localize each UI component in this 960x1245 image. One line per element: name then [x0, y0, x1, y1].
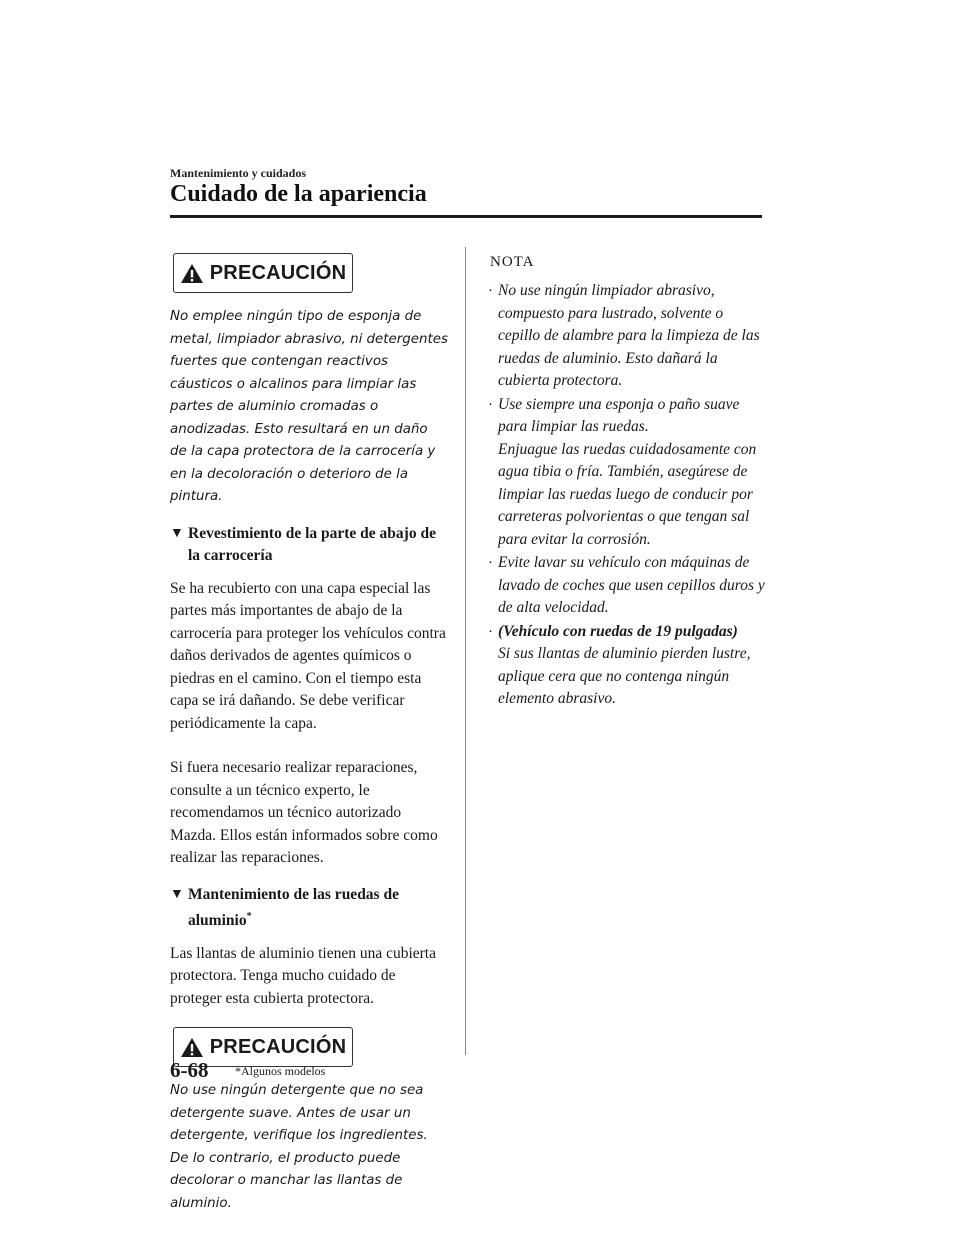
list-item-text: Use siempre una esponja o paño suave para limpiar las ruedas. — [498, 395, 740, 435]
caution-text: No use ningún detergente que no sea detergente suave. Antes de usar un detergente, verifique los ingredientes. De lo contrario, el producto puede decolorar o manchar las llantas de aluminio. — [170, 1083, 428, 1211]
section-heading-text: Revestimiento de la parte de abajo de la carrocería — [188, 524, 436, 564]
column-divider — [465, 247, 466, 1055]
warning-icon — [180, 263, 204, 284]
warning-icon — [180, 1037, 204, 1058]
asterisk-mark: * — [246, 911, 252, 922]
paragraph: Se ha recubierto con una capa especial las partes más importantes de abajo de la carrocería para proteger los vehículos contra daños derivados de agentes químicos o piedras en el camino. Con el tiempo esta capa se irá dañando. Se debe verificar periódicamente la capa. — [170, 579, 446, 732]
list-item-text: No use ningún limpiador abrasivo, compuesto para lustrado, solvente o cepillo de alambre para la limpieza de las ruedas de aluminio. Esto dañará la cubierta protectora. — [498, 282, 760, 389]
list-item — [478, 621, 768, 711]
paragraph: Si fuera necesario realizar reparaciones, consulte a un técnico experto, le recomendamos un técnico autorizado Mazda. Ellos están informados sobre como realizar las reparaciones. — [170, 759, 438, 866]
bullet-icon: · — [488, 623, 493, 640]
note-heading: NOTA — [490, 254, 535, 270]
page-number: 6-68 — [170, 1058, 209, 1082]
right-column — [478, 252, 768, 712]
caution-label: PRECAUCIÓN — [209, 1035, 347, 1058]
section-label: Mantenimiento y cuidados — [170, 166, 307, 180]
paragraph: Las llantas de aluminio tienen una cubierta protectora. Tenga mucho cuidado de proteger esta cubierta protectora. — [170, 944, 436, 1007]
list-item-text: Enjuague las ruedas cuidadosamente con agua tibia o fría. También, asegúrese de limpiar las ruedas luego de conducir por carreteras polvorientas o que tengan sal para evitar la corrosión. — [498, 440, 757, 548]
note-list — [478, 280, 768, 711]
list-item — [478, 280, 768, 393]
bullet-icon: · — [488, 555, 493, 571]
caution-box — [173, 253, 353, 293]
section-heading-undercoating — [170, 523, 448, 568]
list-item-emphasis: (Vehículo con ruedas de 19 pulgadas) — [498, 622, 738, 640]
bullet-icon: · — [488, 396, 493, 413]
list-item-text: Si sus llantas de aluminio pierden lustre, aplique cera que no contenga ningún elemento abrasivo. — [498, 645, 751, 707]
triangle-marker-icon: ▼ — [170, 525, 184, 541]
section-heading-aluminum-wheels — [170, 884, 448, 933]
bullet-icon: · — [488, 283, 493, 299]
list-item — [478, 552, 768, 620]
title-rule — [170, 215, 762, 218]
footnote: *Algunos modelos — [235, 1064, 326, 1078]
triangle-marker-icon: ▼ — [170, 886, 184, 902]
list-item-text: Evite lavar su vehículo con máquinas de lavado de coches que usen cepillos duros y de alta velocidad. — [498, 554, 765, 616]
list-item — [478, 394, 768, 552]
caution-text: No emplee ningún tipo de esponja de metal, limpiador abrasivo, ni detergentes fuertes que contengan reactivos cáusticos o alcalinos para limpiar las partes de aluminio cromadas o anodizadas. Esto resultará en un daño de la capa protectora de la carrocería y en la decoloración o deterioro de la pintura. — [170, 309, 448, 504]
caution-label: PRECAUCIÓN — [209, 261, 347, 284]
page-title: Cuidado de la apariencia — [170, 181, 427, 207]
section-heading-text: Mantenimiento de las ruedas de aluminio — [188, 885, 399, 930]
